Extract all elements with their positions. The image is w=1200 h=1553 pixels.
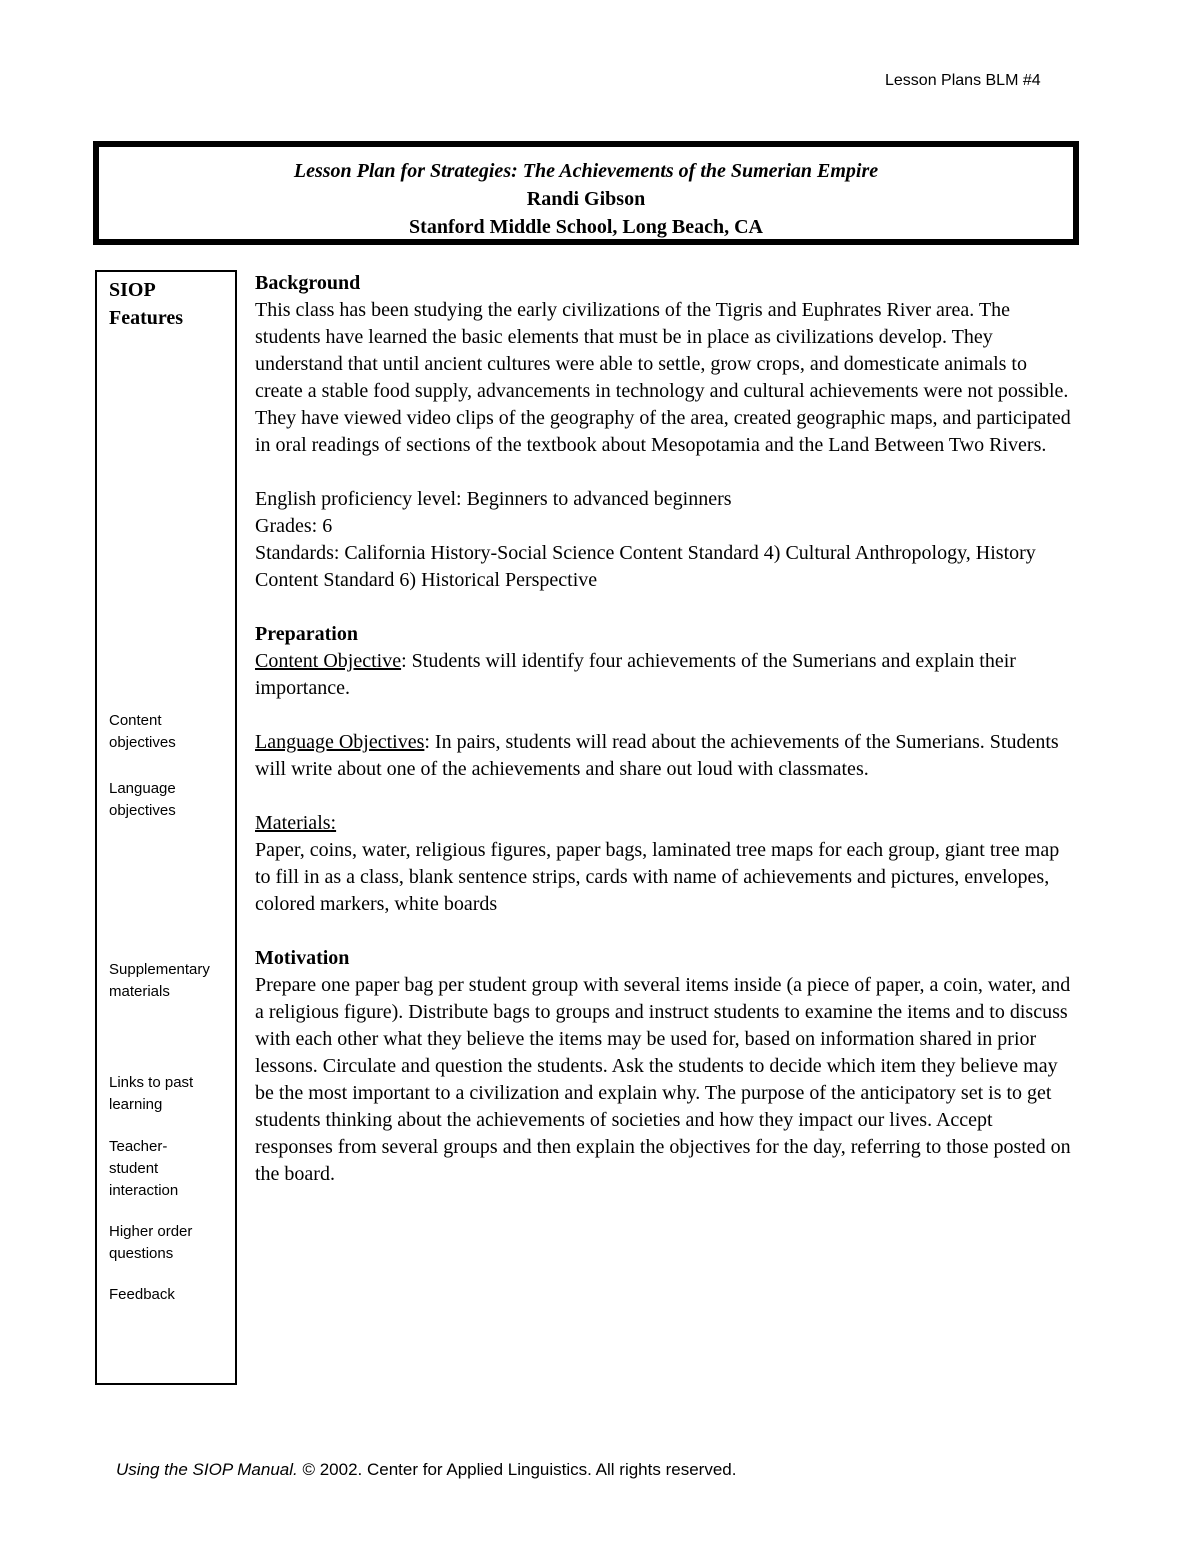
proficiency-level: English proficiency level: Beginners to advanced beginners [255,488,732,510]
sidebar-title-line2: Features [109,307,184,329]
manual-title: Using the SIOP Manual. [116,1460,298,1479]
lesson-title-box [93,141,1079,245]
sidebar-title [109,276,183,332]
copyright-footer [116,1460,736,1480]
sidebar-item-supplementary-materials: Supplementary materials [109,961,210,1000]
grades: Grades: 6 [255,515,333,537]
sidebar-item-higher-order-questions: Higher order questions [109,1223,193,1262]
sidebar-item-content-objectives: Content objectives [109,712,176,751]
copyright-text: © 2002. Center for Applied Linguistics. All rights reserved. [297,1460,737,1479]
materials-colon: : [330,812,337,834]
content-objective [255,648,1075,702]
language-objectives-label: Language Objectives [255,731,425,753]
sidebar-item-links-to-past-learning: Links to past learning [109,1074,194,1113]
motivation-heading: Motivation [255,947,350,969]
language-objectives-text: : In pairs, students will read about the achievements of the Sumerians. Students will write about one of the achievements and share out loud with classmates. [255,731,1059,780]
sidebar-item-feedback: Feedback [109,1286,175,1303]
lesson-plan-body [255,270,1075,1188]
sidebar-item-language-objectives: Language objectives [109,780,176,819]
sidebar-title-line1: SIOP [109,279,156,301]
content-objective-text: : Students will identify four achievements of the Sumerians and explain their importance. [255,650,1016,699]
author-name: Randi Gibson [526,188,646,210]
language-objectives [255,729,1075,783]
materials-label: Materials [255,812,331,834]
motivation-paragraph: Prepare one paper bag per student group with several items inside (a piece of paper, a coin, water, and a religious figure). Distribute bags to groups and instruct students to examine the items and to discuss with each other what they believe the items may be used for, based on information shared in prior lessons. Circulate and question the students. Ask the students to decide which item they believe may be the most important to a civilization and explain why. The purpose of the anticipatory set is to get students thinking about the achievements of societies and how they impact our lives. Accept responses from several groups and then explain the objectives for the day, referring to those posted on the board. [255,974,1071,1185]
content-objective-label: Content Objective [255,650,402,672]
lesson-title: Lesson Plan for Strategies: The Achievements of the Sumerian Empire [293,160,879,182]
standards: Standards: California History-Social Science Content Standard 4) Cultural Anthropology, History Content Standard 6) Historical Perspective [255,542,1036,591]
siop-features-sidebar [95,270,237,1385]
sidebar-item-teacher-student-interaction: Teacher-student interaction [109,1138,179,1199]
materials-list: Paper, coins, water, religious figures, paper bags, laminated tree maps for each group, giant tree map to fill in as a class, blank sentence strips, cards with name of achievements and pictures, envelopes, colored markers, white boards [255,839,1060,915]
page-header-label: Lesson Plans BLM #4 [885,72,1041,89]
preparation-heading: Preparation [255,623,358,645]
materials-label-line [255,810,1075,837]
background-heading: Background [255,272,361,294]
school-name: Stanford Middle School, Long Beach, CA [409,216,763,238]
background-paragraph: This class has been studying the early civilizations of the Tigris and Euphrates River area. The students have learned the basic elements that must be in place as civilizations develop. They understand that until ancient cultures were able to settle, grow crops, and domesticate animals to create a stable food supply, advancements in technology and cultural achievements were not possible. They have viewed video clips of the geography of the area, created geographic maps, and participated in oral readings of sections of the textbook about Mesopotamia and the Land Between Two Rivers. [255,299,1071,456]
